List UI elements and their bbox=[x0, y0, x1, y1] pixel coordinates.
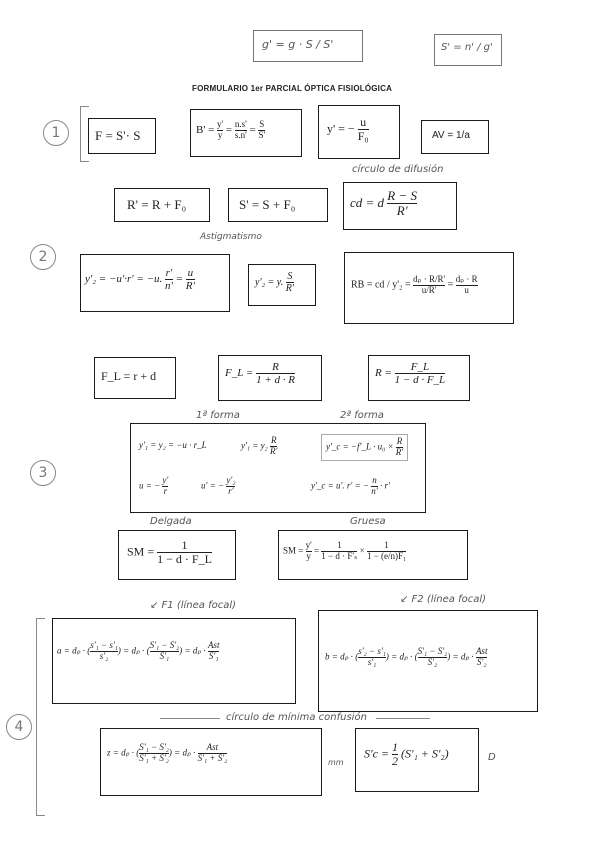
formula-text: y'₁ = y₂ bbox=[241, 440, 268, 451]
formula-focal-length bbox=[94, 357, 176, 399]
formula-far-point-power bbox=[218, 355, 322, 401]
frac-num: R bbox=[270, 435, 277, 445]
frac-den: s.n' bbox=[234, 129, 247, 140]
formula-text: = dₚ · bbox=[452, 651, 474, 662]
frac-den: R' bbox=[387, 203, 417, 218]
section-number-1: 1 bbox=[43, 120, 69, 146]
label-f2-linea-focal: ↙ F2 (línea focal) bbox=[400, 594, 487, 605]
formula-text: B' = bbox=[196, 123, 215, 136]
label-primera-forma: 1ª forma bbox=[196, 410, 240, 421]
formula-remote-point bbox=[114, 188, 210, 222]
frac-den: S' bbox=[258, 129, 266, 140]
formula-text: F = S'· S bbox=[95, 128, 141, 143]
frac-den: n' bbox=[165, 280, 173, 293]
formula-text: y' = − bbox=[327, 121, 355, 136]
formula-text: z = dₚ · bbox=[107, 747, 134, 758]
formula-text: = dₚ · bbox=[184, 645, 206, 656]
formula-text: AV = 1/a bbox=[432, 130, 470, 141]
formula-z-circle: z = dₚ · ( $\frac{\text{S'₁ − S'₂}}{\text{S'₁ + S'₂}}$ ) = dₚ · $\frac{\text{Ast}}{\text{S'₁ + S'₂}}$ bbox=[100, 728, 322, 796]
formula-text: F_L = bbox=[225, 367, 254, 380]
unit-mm: mm bbox=[328, 758, 344, 767]
dioptre-mark: D bbox=[488, 752, 496, 763]
frac-num: S'₁ − S'₂ bbox=[139, 742, 169, 752]
frac-den: u bbox=[456, 285, 478, 296]
formula-sm-thick bbox=[278, 530, 468, 580]
frac-den: 1 − d · F'ₛ bbox=[321, 550, 358, 561]
frac-num: 1 bbox=[337, 540, 342, 550]
formula-text: y'_c = u'. r' = − bbox=[311, 480, 369, 491]
frac-num: R bbox=[272, 361, 279, 373]
formula-text: cd = d bbox=[350, 194, 385, 210]
formula-magnification: B' = $\frac{y'}{y}$ = $\frac{n.s'}{s.n'}$ = $\frac{S}{S'}$ bbox=[190, 109, 302, 157]
formula-text: = dₚ · bbox=[391, 651, 413, 662]
formula-text: = bbox=[175, 273, 184, 286]
page-title: FORMULARIO 1er PARCIAL ÓPTICA FISIOLÓGICA bbox=[192, 84, 393, 93]
label-segunda-forma: 2ª forma bbox=[340, 410, 384, 421]
frac-num: u bbox=[187, 267, 194, 279]
frac-den: 1 − d · F_L bbox=[157, 552, 212, 567]
frac-num: F_L bbox=[410, 361, 430, 373]
formula-text: R = bbox=[375, 367, 392, 380]
formula-text: × bbox=[359, 545, 365, 556]
frac-num: s'₂ − s'₁ bbox=[358, 646, 386, 656]
formula-s3-a1: y'₁ = y₂ = −u · r_L bbox=[139, 440, 207, 450]
arrow-line-left bbox=[160, 718, 220, 719]
frac-den: R' bbox=[270, 445, 278, 456]
formula-blur-ratio bbox=[344, 252, 514, 324]
formula-text: R' = R + F₀ bbox=[127, 197, 187, 212]
frac-num: s'₁ − s'₁ bbox=[90, 640, 118, 650]
frac-den: R' bbox=[285, 283, 294, 294]
formula-text: SM = bbox=[283, 545, 304, 556]
formula-text: = dₚ · bbox=[174, 747, 196, 758]
section-number-2: 2 bbox=[30, 244, 56, 270]
formula-a-f1: a = dₚ · ( $\frac{\text{s'₁ − s'₁}}{\text{s'₂}}$ ) = dₚ · ( $\frac{\text{S'₁ − S'₂}}{\text{S'₁}}$ ) = dₚ · $\frac{\text{Ast}}{\text{S'₁}}$ bbox=[52, 618, 296, 704]
label-delgada: Delgada bbox=[150, 516, 192, 527]
frac-num: dₚ · R/R' bbox=[413, 274, 446, 284]
frac-num: S'₁ − S'₂ bbox=[417, 646, 448, 656]
annotation-astigmatismo: Astigmatismo bbox=[200, 232, 262, 242]
frac-num: y' bbox=[217, 119, 224, 129]
formula-text: a = dₚ · bbox=[57, 645, 85, 656]
formula-text: · r' bbox=[379, 480, 390, 491]
formula-b-f2: b = dₚ · ( $\frac{\text{s'₂ − s'₁}}{\text{s'₁}}$ ) = dₚ · ( $\frac{\text{S'₁ − S'₂}}{\text{S'₂}}$ ) = dₚ · $\frac{\text{Ast}}{\text{S'₂}}$ bbox=[318, 610, 538, 712]
frac-num: R bbox=[396, 436, 403, 446]
formula-text: RB = cd / y'₂ = bbox=[351, 279, 411, 291]
frac-num: y'₂ bbox=[226, 475, 236, 485]
formula-visual-acuity bbox=[421, 120, 489, 154]
formula-text: b = dₚ · bbox=[325, 651, 353, 662]
annotation-circulo-difusion: círculo de difusión bbox=[352, 164, 444, 175]
header-left-formula: g' = g · S / S' bbox=[262, 38, 334, 51]
frac-den: 1 − d · F_L bbox=[394, 374, 446, 387]
frac-num: y' bbox=[162, 475, 169, 485]
frac-den: r bbox=[163, 485, 168, 496]
frac-num: n bbox=[372, 475, 377, 485]
frac-num: S bbox=[287, 271, 293, 282]
formula-diffusion-circle bbox=[343, 182, 457, 230]
frac-num: dₚ · R bbox=[455, 274, 478, 284]
formula-text: u = − bbox=[139, 480, 161, 491]
header-right-formula: S' = n' / g' bbox=[441, 42, 493, 53]
frac-den: S'₁ bbox=[150, 651, 180, 662]
frac-den: S'₂ bbox=[476, 656, 487, 667]
formula-text: SM = bbox=[127, 544, 155, 559]
frac-den: 2 bbox=[392, 754, 398, 769]
frac-den: r' bbox=[228, 485, 234, 496]
frac-num: 1 bbox=[384, 540, 389, 550]
section-bracket-4 bbox=[36, 618, 45, 816]
frac-den: n' bbox=[371, 485, 378, 496]
frac-num: u bbox=[360, 115, 367, 129]
frac-num: Ast bbox=[206, 742, 219, 752]
frac-den: u/R' bbox=[413, 285, 445, 296]
section-number-4: 4 bbox=[6, 714, 32, 740]
header-formula-box-left bbox=[253, 30, 363, 62]
frac-num: y' bbox=[305, 540, 312, 550]
frac-den: S'₁ bbox=[208, 650, 219, 661]
frac-den: s'₁ bbox=[358, 657, 386, 668]
formula-remote-from-focal bbox=[368, 355, 470, 401]
arrow-line-right bbox=[376, 718, 430, 719]
section3-formula-panel bbox=[130, 423, 426, 513]
formula-text: (S'₁ + S'₂) bbox=[401, 746, 449, 761]
formula-image-height-alt bbox=[248, 264, 316, 306]
frac-den: 1 − (e/n)F₁ bbox=[366, 550, 407, 561]
formula-text: u' = − bbox=[201, 480, 225, 491]
frac-num: S bbox=[259, 119, 265, 129]
formula-focal-power bbox=[88, 118, 156, 154]
frac-den: S'₁ + S'₂ bbox=[139, 752, 169, 763]
label-gruesa: Gruesa bbox=[350, 516, 386, 527]
formula-text: y'_c = −f'_L · u₀ × bbox=[326, 441, 394, 452]
frac-num: 1 bbox=[392, 740, 398, 754]
label-circulo-minima-confusion: círculo de mínima confusión bbox=[226, 712, 367, 723]
frac-den: S'₂ bbox=[418, 657, 448, 668]
formula-text: = dₚ · bbox=[123, 645, 145, 656]
frac-num: n.s' bbox=[234, 119, 247, 129]
formula-text: y'₂ = −u'·r' = −u. bbox=[85, 273, 163, 286]
frac-den: y bbox=[217, 129, 223, 140]
frac-num: r' bbox=[165, 267, 173, 279]
frac-den: R' bbox=[185, 280, 195, 293]
formula-text: = bbox=[447, 279, 454, 291]
frac-num: Ast bbox=[207, 640, 220, 650]
label-f1-linea-focal: ↙ F1 (línea focal) bbox=[150, 600, 237, 611]
frac-den: S'₁ + S'₂ bbox=[197, 752, 228, 763]
frac-num: R − S bbox=[387, 188, 418, 203]
formula-text: y'₂ = y. bbox=[255, 276, 284, 288]
section-number-3: 3 bbox=[30, 460, 56, 486]
frac-num: Ast bbox=[475, 646, 488, 656]
frac-den: s'₂ bbox=[90, 651, 118, 662]
formula-sc bbox=[355, 728, 479, 792]
formula-image-size bbox=[318, 105, 400, 159]
formula-text: S'c = bbox=[364, 746, 389, 761]
formula-sm-thin bbox=[118, 530, 236, 580]
formula-vergence bbox=[228, 188, 328, 222]
frac-den: R' bbox=[395, 446, 404, 457]
frac-den: 1 + d · R bbox=[256, 374, 295, 387]
formula-text: S' = S + F₀ bbox=[239, 197, 296, 212]
formula-image-height-2 bbox=[80, 254, 230, 312]
formula-text: F_L = r + d bbox=[101, 369, 157, 383]
formula-text: = bbox=[313, 545, 320, 556]
frac-den: y bbox=[306, 550, 311, 561]
header-formula-box-right bbox=[434, 34, 502, 66]
frac-num: 1 bbox=[181, 538, 188, 552]
frac-num: S'₁ − S'₂ bbox=[149, 640, 180, 650]
frac-den: F₀ bbox=[357, 129, 369, 144]
